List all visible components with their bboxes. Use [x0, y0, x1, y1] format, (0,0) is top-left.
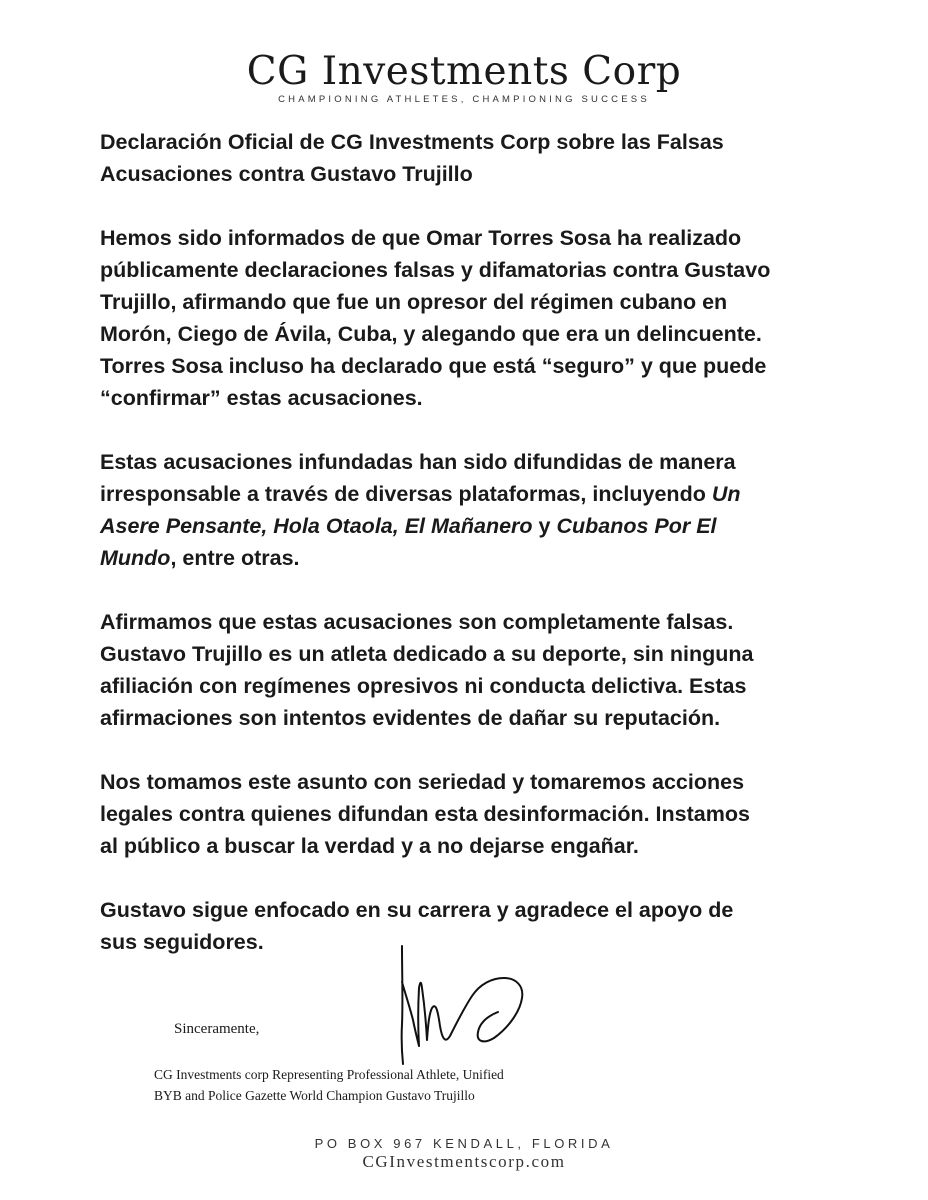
paragraph-line: Nos tomamos este asunto con seriedad y tomaremos acciones	[100, 770, 745, 794]
paragraph-line: Morón, Ciego de Ávila, Cuba, y alegando que era un delincuente.	[100, 322, 762, 346]
paragraph-line: Gustavo sigue enfocado en su carrera y agradece el apoyo de	[100, 898, 734, 922]
paragraph-line: afiliación con regímenes opresivos ni conducta delictiva. Estas	[100, 674, 747, 698]
platform-name: Mundo	[100, 546, 171, 570]
statement-title-line: Acusaciones contra Gustavo Trujillo	[100, 162, 473, 186]
platform-names: Asere Pensante, Hola Otaola, El Mañanero	[100, 514, 533, 538]
representation-note	[154, 1064, 504, 1106]
platform-name: Un	[711, 482, 741, 506]
handwritten-signature-icon	[392, 942, 528, 1070]
paragraph-1	[100, 222, 860, 414]
paragraph-line	[100, 542, 860, 574]
company-tagline: CHAMPIONING ATHLETES, CHAMPIONING SUCCESS	[278, 94, 650, 105]
statement-body	[100, 126, 860, 958]
paragraph-text: , entre otras.	[170, 546, 300, 570]
paragraph-line: sus seguidores.	[100, 930, 264, 954]
footer-website: CGInvestmentscorp.com	[362, 1152, 566, 1171]
paragraph-line: afirmaciones son intentos evidentes de dañar su reputación.	[100, 706, 721, 730]
letter-footer	[0, 1136, 928, 1172]
letterhead	[0, 48, 928, 105]
paragraph-4	[100, 766, 860, 862]
closing-sincerely: Sinceramente,	[174, 1021, 260, 1037]
statement-title-line: Declaración Oficial de CG Investments Corp sobre las Falsas	[100, 130, 724, 154]
footer-address: PO BOX 967 KENDALL, FLORIDA	[314, 1136, 614, 1151]
paragraph-line: legales contra quienes difundan esta desinformación. Instamos	[100, 802, 750, 826]
paragraph-line	[100, 510, 860, 542]
paragraph-line: Torres Sosa incluso ha declarado que está “seguro” y que puede	[100, 354, 767, 378]
paragraph-line: Gustavo Trujillo es un atleta dedicado a su deporte, sin ninguna	[100, 642, 754, 666]
paragraph-3	[100, 606, 860, 734]
paragraph-line: Trujillo, afirmando que fue un opresor del régimen cubano en	[100, 290, 728, 314]
representation-line: CG Investments corp Representing Professional Athlete, Unified	[154, 1067, 504, 1082]
paragraph-line: Hemos sido informados de que Omar Torres Sosa ha realizado	[100, 226, 742, 250]
representation-line: BYB and Police Gazette World Champion Gustavo Trujillo	[154, 1088, 475, 1103]
paragraph-text: y	[532, 514, 557, 538]
statement-title	[100, 126, 860, 190]
paragraph-line	[100, 478, 860, 510]
company-name: CG Investments Corp	[246, 49, 682, 94]
paragraph-2	[100, 446, 860, 574]
paragraph-line: públicamente declaraciones falsas y difamatorias contra Gustavo	[100, 258, 771, 282]
paragraph-line: Estas acusaciones infundadas han sido difundidas de manera	[100, 450, 736, 474]
paragraph-text: irresponsable a través de diversas plataformas, incluyendo	[100, 482, 712, 506]
paragraph-line: Afirmamos que estas acusaciones son completamente falsas.	[100, 610, 734, 634]
platform-name: Cubanos Por El	[556, 514, 717, 538]
paragraph-line: al público a buscar la verdad y a no dejarse engañar.	[100, 834, 639, 858]
paragraph-line: “confirmar” estas acusaciones.	[100, 386, 423, 410]
